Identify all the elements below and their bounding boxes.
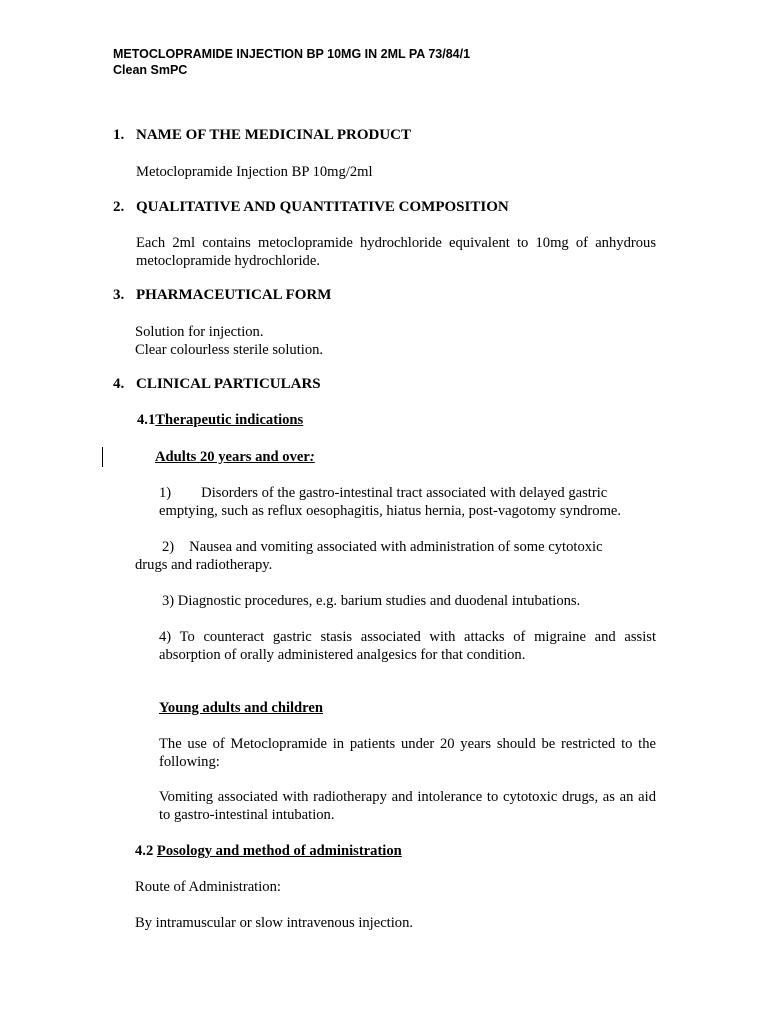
indication-2-number: 2) — [162, 539, 175, 555]
indication-2-text: Nausea and vomiting associated with administration of some cytotoxic — [189, 539, 603, 555]
subsection-4-1-number: 4.1 — [137, 412, 156, 428]
header-title: METOCLOPRAMIDE INJECTION BP 10MG IN 2ML PA 73/84/1 — [113, 47, 471, 61]
indication-3: 3) Diagnostic procedures, e.g. barium studies and duodenal intubations. — [162, 593, 581, 609]
young-adults-heading: Young adults and children — [159, 700, 323, 716]
subsection-4-2-number: 4.2 — [135, 843, 154, 859]
subsection-4-1-heading — [137, 412, 303, 429]
subsection-4-1-title: Therapeutic indications — [155, 412, 304, 428]
section-2-body: Each 2ml contains metoclopramide hydrochloride equivalent to 10mg of anhydrous metoclopramide hydrochloride. — [136, 235, 656, 269]
section-1-body: Metoclopramide Injection BP 10mg/2ml — [136, 164, 373, 180]
section-3-title: PHARMACEUTICAL FORM — [136, 287, 332, 303]
section-3-heading — [113, 287, 331, 304]
section-3-line-2: Clear colourless sterile solution. — [135, 342, 324, 358]
section-4-number: 4. — [113, 376, 125, 392]
indication-1-text: Disorders of the gastro-intestinal tract associated with delayed gastric — [201, 485, 608, 501]
adults-heading — [155, 449, 315, 466]
indication-1-line-1 — [159, 484, 607, 502]
section-3-number: 3. — [113, 287, 125, 303]
section-2-title: QUALITATIVE AND QUANTITATIVE COMPOSITION — [136, 199, 509, 215]
section-2-heading — [113, 199, 509, 216]
section-4-heading — [113, 376, 321, 393]
route-label: Route of Administration: — [135, 879, 281, 895]
route-text: By intramuscular or slow intravenous injection. — [135, 915, 414, 931]
section-3-line-1: Solution for injection. — [135, 324, 264, 340]
section-1-number: 1. — [113, 127, 125, 143]
subsection-4-2-heading — [135, 843, 402, 860]
adults-heading-text: Adults 20 years and over — [155, 449, 310, 465]
indication-2-line-2: drugs and radiotherapy. — [135, 557, 273, 573]
indication-1-line-2: emptying, such as reflux oesophagitis, hiatus hernia, post-vagotomy syndrome. — [159, 503, 622, 519]
subsection-4-2-title: Posology and method of administration — [156, 843, 402, 859]
indication-1-number: 1) — [159, 485, 172, 501]
section-2-number: 2. — [113, 199, 125, 215]
young-adults-paragraph-1: The use of Metoclopramide in patients under 20 years should be restricted to the following: — [159, 736, 656, 770]
section-4-title: CLINICAL PARTICULARS — [136, 376, 321, 392]
young-adults-paragraph-2: Vomiting associated with radiotherapy and intolerance to cytotoxic drugs, as an aid to gastro-intestinal intubation. — [159, 789, 656, 823]
header-subtitle: Clean SmPC — [113, 63, 188, 77]
indication-4: 4) To counteract gastric stasis associated with attacks of migraine and assist absorption of orally administered analgesics for that condition. — [159, 629, 656, 663]
section-1-title: NAME OF THE MEDICINAL PRODUCT — [136, 127, 412, 143]
text-cursor — [102, 447, 103, 467]
adults-heading-colon: : — [309, 449, 315, 465]
section-1-heading — [113, 127, 411, 144]
indication-2-line-1 — [162, 538, 603, 556]
